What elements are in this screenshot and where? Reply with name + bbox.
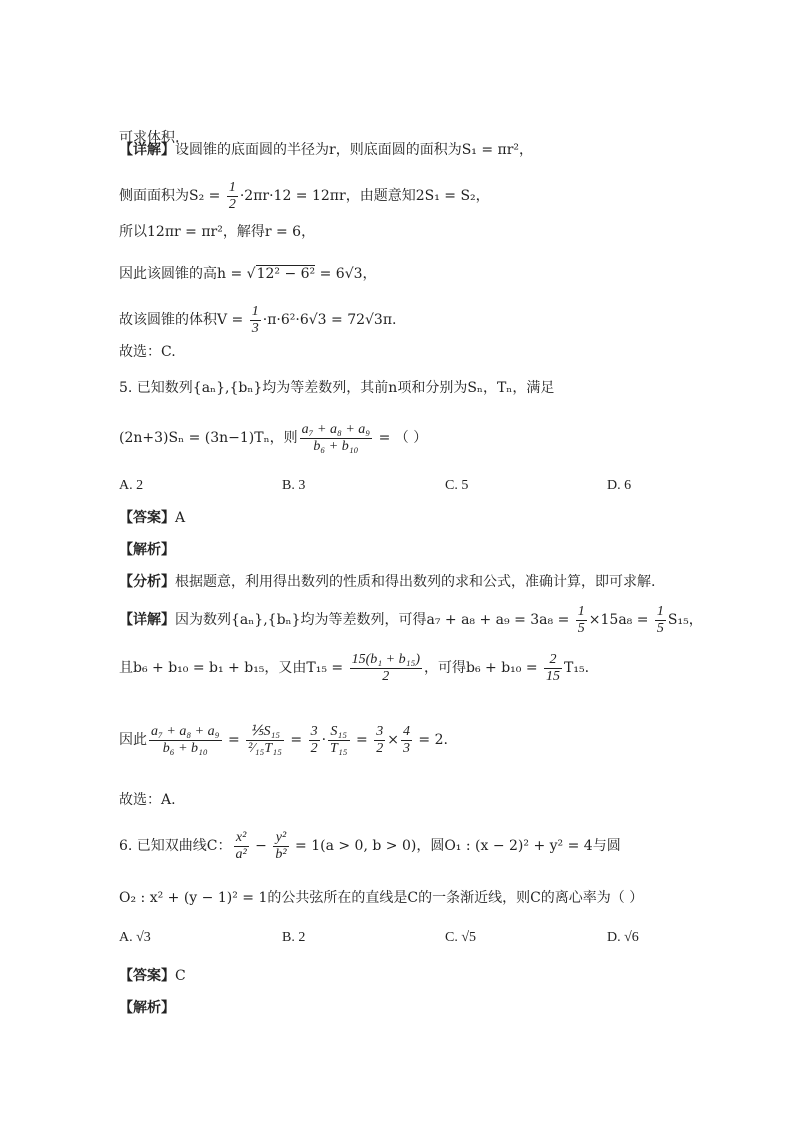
numerator: ⅕S₁₅	[246, 724, 284, 741]
line-text: 故该圆锥的体积V =	[119, 312, 248, 328]
line-text: (2n+3)Sₙ = (3n−1)Tₙ，则	[119, 430, 298, 446]
numerator: 1	[577, 603, 585, 619]
numerator: 3	[376, 723, 384, 739]
question-5-condition	[119, 418, 754, 458]
numerator: y²	[273, 830, 288, 847]
analysis-5-summary	[119, 572, 754, 592]
detail-5-line-1	[119, 600, 754, 640]
detail-5-line-2	[119, 648, 754, 688]
fraction	[234, 830, 249, 863]
line-text: 因此该圆锥的高h = √	[119, 266, 256, 282]
line-text: 故选：C.	[119, 344, 176, 360]
line-text: O₂ : x² + (y − 1)² = 1的公共弦所在的直线是C的一条渐近线，则C的离心率为（ ）	[119, 890, 644, 906]
answer-tag: 【答案】	[119, 968, 175, 984]
denominator: T₁₅	[330, 740, 348, 756]
text-line-height	[119, 264, 754, 284]
denominator: 5	[577, 620, 585, 636]
line-text: 根据题意，利用得出数列的性质和得出数列的求和公式，准确计算，即可求解.	[175, 574, 656, 590]
question-6-condition	[119, 888, 754, 908]
detail-line-radius	[119, 140, 754, 160]
summary-tag: 【分析】	[119, 574, 175, 590]
choice-c: C. √5	[445, 930, 477, 945]
line-text: 设圆锥的底面圆的半径为r，则底面圆的面积为S₁ = πr²，	[175, 142, 534, 158]
fraction	[350, 652, 422, 685]
detail-tag: 【详解】	[119, 612, 175, 628]
denominator: b₆ + b₁₀	[313, 438, 359, 454]
line-text: = （ ）	[374, 430, 428, 446]
choice-c: C. 5	[445, 478, 469, 493]
answer-tag: 【答案】	[119, 510, 175, 526]
answer-value: C	[175, 968, 186, 984]
line-text: 侧面面积为S₂ =	[119, 188, 225, 204]
question-6-stem: 6. 已知双曲线C： $\frac{\text{x²}}{\text{a²}}$ − $\frac{\text{y²}}{\text{b²}}$ = 1(a > 0, b > 0)，圆O₁ : (x − 2)² + y² = 4与圆	[119, 829, 621, 862]
line-text: 所以12πr = πr²，解得r = 6，	[119, 224, 316, 240]
numerator: 15(b₁ + b₁₅)	[351, 651, 420, 667]
numerator: S₁₅	[328, 724, 350, 741]
line-text: 故选：A.	[119, 792, 176, 808]
numerator: 1	[251, 303, 259, 319]
denominator: 15	[546, 668, 561, 684]
denominator: 2	[310, 740, 318, 756]
line-text: = 1(a > 0, b > 0)，圆O₁ : (x − 2)² + y² = 4与圆	[290, 838, 621, 854]
denominator: 3	[402, 740, 410, 756]
numerator: 3	[310, 723, 318, 739]
line-text: 5. 已知数列{aₙ},{bₙ}均为等差数列，其前n项和分别为Sₙ，Tₙ，满足	[119, 380, 555, 396]
denominator: a²	[235, 846, 247, 862]
line-text: = 2.	[413, 732, 448, 748]
line-text: T₁₅.	[564, 660, 590, 676]
analysis-tag: 【解析】	[119, 542, 175, 558]
numerator: 1	[228, 179, 236, 195]
denominator: 2	[228, 196, 236, 212]
fraction	[246, 724, 284, 757]
line-text: ×15a₈ =	[588, 612, 653, 628]
line-text: 因此	[119, 732, 147, 748]
numerator: 1	[656, 603, 664, 619]
denominator: b₆ + b₁₀	[162, 740, 208, 756]
numerator: a₇ + a₈ + a₉	[301, 421, 371, 437]
denominator: 3	[251, 320, 259, 336]
choice-d: D. √6	[607, 930, 639, 945]
fraction	[401, 724, 412, 757]
line-text: 可求体积.	[119, 130, 180, 146]
line-text: ·π·6²·6√3 = 72√3π.	[262, 312, 397, 328]
fraction	[227, 180, 238, 213]
answer-5	[119, 508, 754, 528]
fraction	[655, 604, 666, 637]
choice-a: A. √3	[119, 930, 151, 945]
denominator: ²⁄₁₅T₁₅	[248, 740, 282, 756]
denominator: 2	[376, 740, 384, 756]
fraction	[149, 724, 222, 757]
choice-b: B. 3	[282, 478, 306, 493]
line-text: S₁₅，	[667, 612, 703, 628]
text-line-lateral-area	[119, 176, 754, 216]
answer-6	[119, 966, 754, 986]
choice-a: A. 2	[119, 478, 144, 493]
line-text: 6. 已知双曲线C：	[119, 838, 232, 854]
denominator: 5	[656, 620, 664, 636]
choice-b: B. 2	[282, 930, 306, 945]
question-5-stem	[119, 378, 754, 398]
detail-5-line-3: 因此 $\frac{\text{a₇ + a₈ + a₉}}{\text{b₆ + b₁₀}}$ = $\frac{\text{⅕S₁₅}}{\text{²⁄₁₅T₁₅}}$ = $\frac{3}{2}$ · $\frac{\text{S₁₅}}{\text{T₁₅}}$ = $\frac{3}{2}$ × $\frac{4}{3}$ = 2.	[119, 723, 448, 756]
text-line-answer-c	[119, 342, 754, 362]
denominator: b²	[275, 846, 287, 862]
analysis-5	[119, 540, 754, 560]
fraction	[576, 604, 587, 637]
radicand: 12² − 6²	[256, 266, 316, 282]
line-text: ·2πr·12 = 12πr，由题意知2S₁ = S₂，	[239, 188, 490, 204]
line-text: 且b₆ + b₁₀ = b₁ + b₁₅，又由T₁₅ =	[119, 660, 348, 676]
answer-value: A	[175, 510, 186, 526]
numerator: 2	[544, 652, 562, 669]
numerator: a₇ + a₈ + a₉	[151, 723, 220, 739]
fraction	[309, 724, 320, 757]
text-line-answer-a	[119, 790, 754, 810]
line-text: 因为数列{aₙ},{bₙ}均为等差数列，可得a₇ + a₈ + a₉ = 3a₈ =	[175, 612, 574, 628]
fraction	[300, 422, 373, 455]
line-text: ，可得b₆ + b₁₀ =	[423, 660, 543, 676]
fraction	[250, 304, 261, 337]
fraction	[544, 652, 562, 685]
numerator: x²	[234, 830, 249, 847]
fraction	[374, 724, 385, 757]
fraction	[328, 724, 350, 757]
fraction	[273, 830, 288, 863]
line-text: = 6√3，	[315, 266, 377, 282]
numerator: 4	[402, 723, 410, 739]
choice-d: D. 6	[607, 478, 632, 493]
text-line-solve-r	[119, 222, 754, 242]
detail-tag: 【详解】	[119, 142, 175, 158]
analysis-tag: 【解析】	[119, 1000, 175, 1016]
text-line-volume-result	[119, 300, 754, 340]
denominator: 2	[382, 668, 390, 684]
analysis-6	[119, 998, 754, 1018]
